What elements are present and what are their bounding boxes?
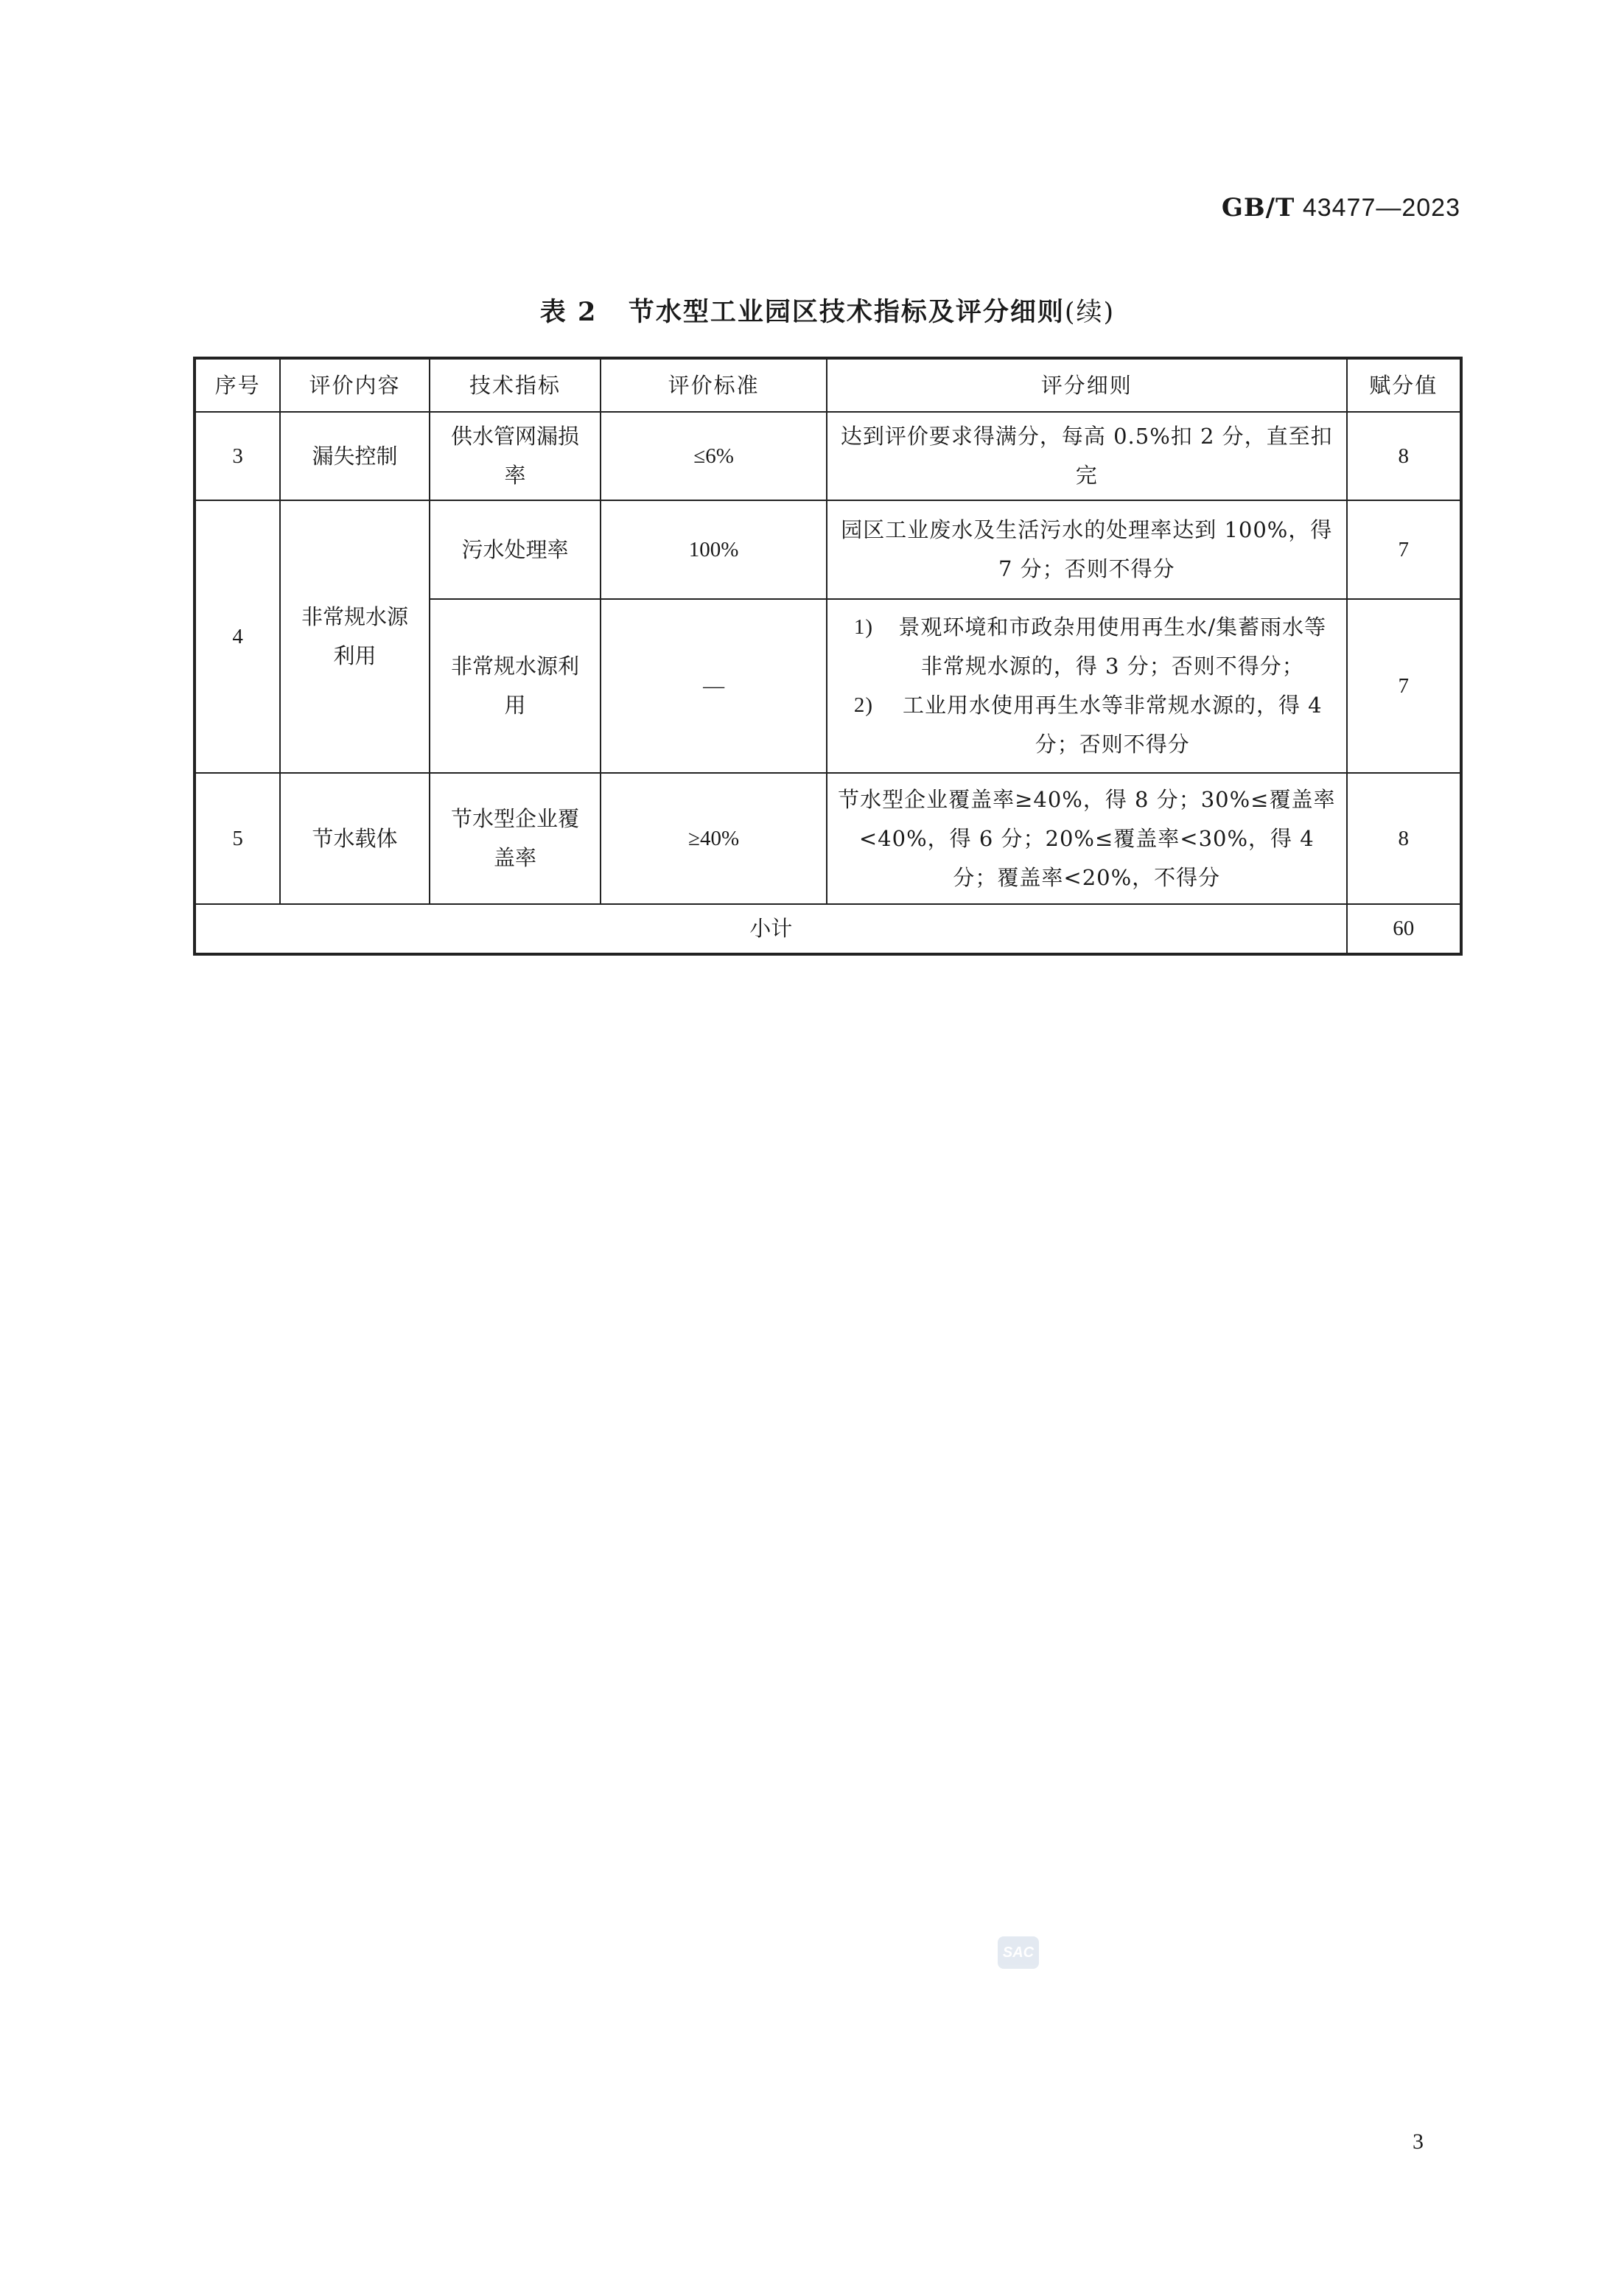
cell-no: 4: [195, 500, 280, 773]
cell-no: 3: [195, 412, 280, 500]
cell-standard: ≥40%: [601, 773, 827, 904]
cell-no: 5: [195, 773, 280, 904]
list-item: [838, 608, 1336, 686]
page-number: 3: [1413, 2129, 1424, 2154]
header-indicator: 技术指标: [430, 358, 601, 412]
list-item: [838, 686, 1336, 764]
cell-detail-list: [827, 599, 1347, 773]
list-item-text: 工业用水使用再生水等非常规水源的，得 4 分；否则不得分: [902, 693, 1323, 757]
table-row: [195, 500, 1461, 599]
standard-prefix: GB/T: [1221, 193, 1295, 223]
cell-standard: ≤6%: [601, 412, 827, 500]
subtotal-row: [195, 904, 1461, 954]
cell-content: 非常规水源利用: [280, 500, 429, 773]
table-header-row: [195, 358, 1461, 412]
cell-indicator: 污水处理率: [430, 500, 601, 599]
table-label: 表 2: [539, 297, 598, 327]
cell-content: 漏失控制: [280, 412, 429, 500]
header-score: 赋分值: [1347, 358, 1461, 412]
cell-detail: 节水型企业覆盖率≥40%，得 8 分；30%≤覆盖率<40%，得 6 分；20%≤覆盖率<30%，得 4 分；覆盖率<20%，不得分: [827, 773, 1347, 904]
table-row: [195, 773, 1461, 904]
cell-standard: —: [601, 599, 827, 773]
cell-score: 7: [1347, 599, 1461, 773]
cell-content: 节水载体: [280, 773, 429, 904]
header-detail: 评分细则: [827, 358, 1347, 412]
table-row: [195, 412, 1461, 500]
list-item-number: 2): [853, 693, 874, 717]
header-content: 评价内容: [280, 358, 429, 412]
standard-code: [1222, 193, 1460, 223]
cell-indicator: 供水管网漏损率: [430, 412, 601, 500]
cell-indicator: 非常规水源利用: [430, 599, 601, 773]
cell-score: 8: [1347, 412, 1461, 500]
table-continued: (续): [1064, 298, 1116, 327]
list-item-number: 1): [853, 615, 874, 639]
cell-score: 8: [1347, 773, 1461, 904]
scoring-table: [193, 357, 1463, 956]
table-title: [193, 292, 1462, 329]
cell-detail: 达到评价要求得满分，每高 0.5%扣 2 分，直至扣完: [827, 412, 1347, 500]
standard-number: 43477—2023: [1302, 194, 1460, 222]
subtotal-value: 60: [1347, 904, 1461, 954]
cell-standard: 100%: [601, 500, 827, 599]
cell-score: 7: [1347, 500, 1461, 599]
sac-watermark-logo: SAC: [998, 1936, 1039, 1969]
list-item-text: 景观环境和市政杂用使用再生水/集蓄雨水等非常规水源的，得 3 分；否则不得分；: [898, 615, 1327, 679]
header-no: 序号: [195, 358, 280, 412]
table-title-text: 节水型工业园区技术指标及评分细则: [628, 297, 1065, 327]
header-standard: 评价标准: [601, 358, 827, 412]
subtotal-label: 小计: [195, 904, 1347, 954]
cell-indicator: 节水型企业覆盖率: [430, 773, 601, 904]
cell-detail: 园区工业废水及生活污水的处理率达到 100%，得 7 分；否则不得分: [827, 500, 1347, 599]
